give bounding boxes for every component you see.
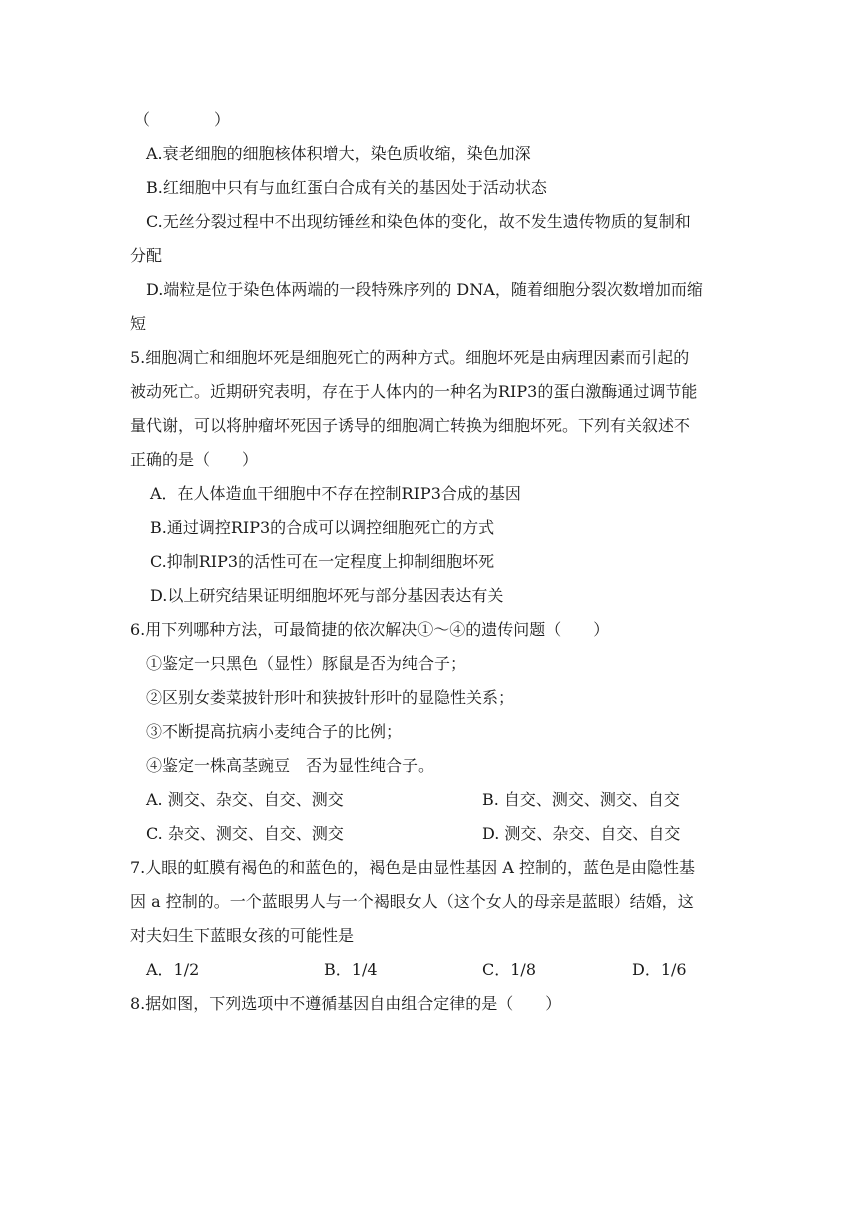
q7-option-b: B．1/4: [324, 960, 378, 979]
q4-option-d: D.端粒是位于染色体两端的一段特殊序列的 DNA，随着细胞分裂次数增加而缩: [146, 280, 703, 299]
q5-option-d: D.以上研究结果证明细胞坏死与部分基因表达有关: [150, 586, 504, 605]
q4-answer-bracket: （ ）: [134, 110, 231, 129]
q7-option-a: A．1/2: [146, 960, 200, 979]
q6-item-1: ①鉴定一只黑色（显性）豚鼠是否为纯合子；: [146, 654, 467, 673]
q6-option-d: D. 测交、杂交、自交、自交: [482, 824, 681, 843]
q7-stem-line1: 7.人眼的虹膜有褐色的和蓝色的，褐色是由显性基因 A 控制的，蓝色是由隐性基: [130, 858, 695, 877]
q6-item-3: ③不断提高抗病小麦纯合子的比例；: [146, 722, 403, 741]
q5-stem-line2: 被动死亡。近期研究表明，存在于人体内的一种名为RIP3的蛋白激酶通过调节能: [130, 382, 698, 401]
q6-option-c: C. 杂交、测交、自交、测交: [146, 824, 344, 843]
q6-option-a: A. 测交、杂交、自交、测交: [146, 790, 344, 809]
q8-stem: 8.据如图，下列选项中不遵循基因自由组合定律的是（ ）: [130, 994, 562, 1013]
q5-option-b: B.通过调控RIP3的合成可以调控细胞死亡的方式: [150, 518, 495, 537]
q4-option-a: A.衰老细胞的细胞核体积增大，染色质收缩，染色加深: [146, 144, 531, 163]
q6-stem: 6.用下列哪种方法，可最简捷的依次解决①～④的遗传问题（ ）: [130, 620, 610, 639]
q6-item-4: ④鉴定一株高茎豌豆 否为显性纯合子。: [146, 756, 435, 775]
q7-option-d: D．1/6: [632, 960, 687, 979]
q4-option-c-cont: 分配: [130, 246, 163, 265]
q7-stem-line3: 对夫妇生下蓝眼女孩的可能性是: [130, 926, 355, 945]
q5-option-c: C.抑制RIP3的活性可在一定程度上抑制细胞坏死: [150, 552, 495, 571]
q5-stem-line3: 量代谢，可以将肿瘤坏死因子诱导的细胞凋亡转换为细胞坏死。下列有关叙述不: [130, 416, 691, 435]
q6-item-2: ②区别女娄菜披针形叶和狭披针形叶的显隐性关系；: [146, 688, 515, 707]
q4-option-b: B.红细胞中只有与血红蛋白合成有关的基因处于活动状态: [146, 178, 547, 197]
q4-option-d-cont: 短: [130, 314, 147, 333]
q6-option-b: B. 自交、测交、测交、自交: [482, 790, 680, 809]
q7-option-c: C．1/8: [482, 960, 536, 979]
q5-stem-line1: 5.细胞凋亡和细胞坏死是细胞死亡的两种方式。细胞坏死是由病理因素而引起的: [130, 348, 690, 367]
q5-stem-line4: 正确的是（ ）: [130, 450, 259, 469]
q7-stem-line2: 因 a 控制的。一个蓝眼男人与一个褐眼女人（这个女人的母亲是蓝眼）结婚，这: [130, 892, 694, 911]
q4-option-c: C.无丝分裂过程中不出现纺锤丝和染色体的变化，故不发生遗传物质的复制和: [146, 212, 691, 231]
q5-option-a: A．在人体造血干细胞中不存在控制RIP3合成的基因: [150, 484, 521, 503]
